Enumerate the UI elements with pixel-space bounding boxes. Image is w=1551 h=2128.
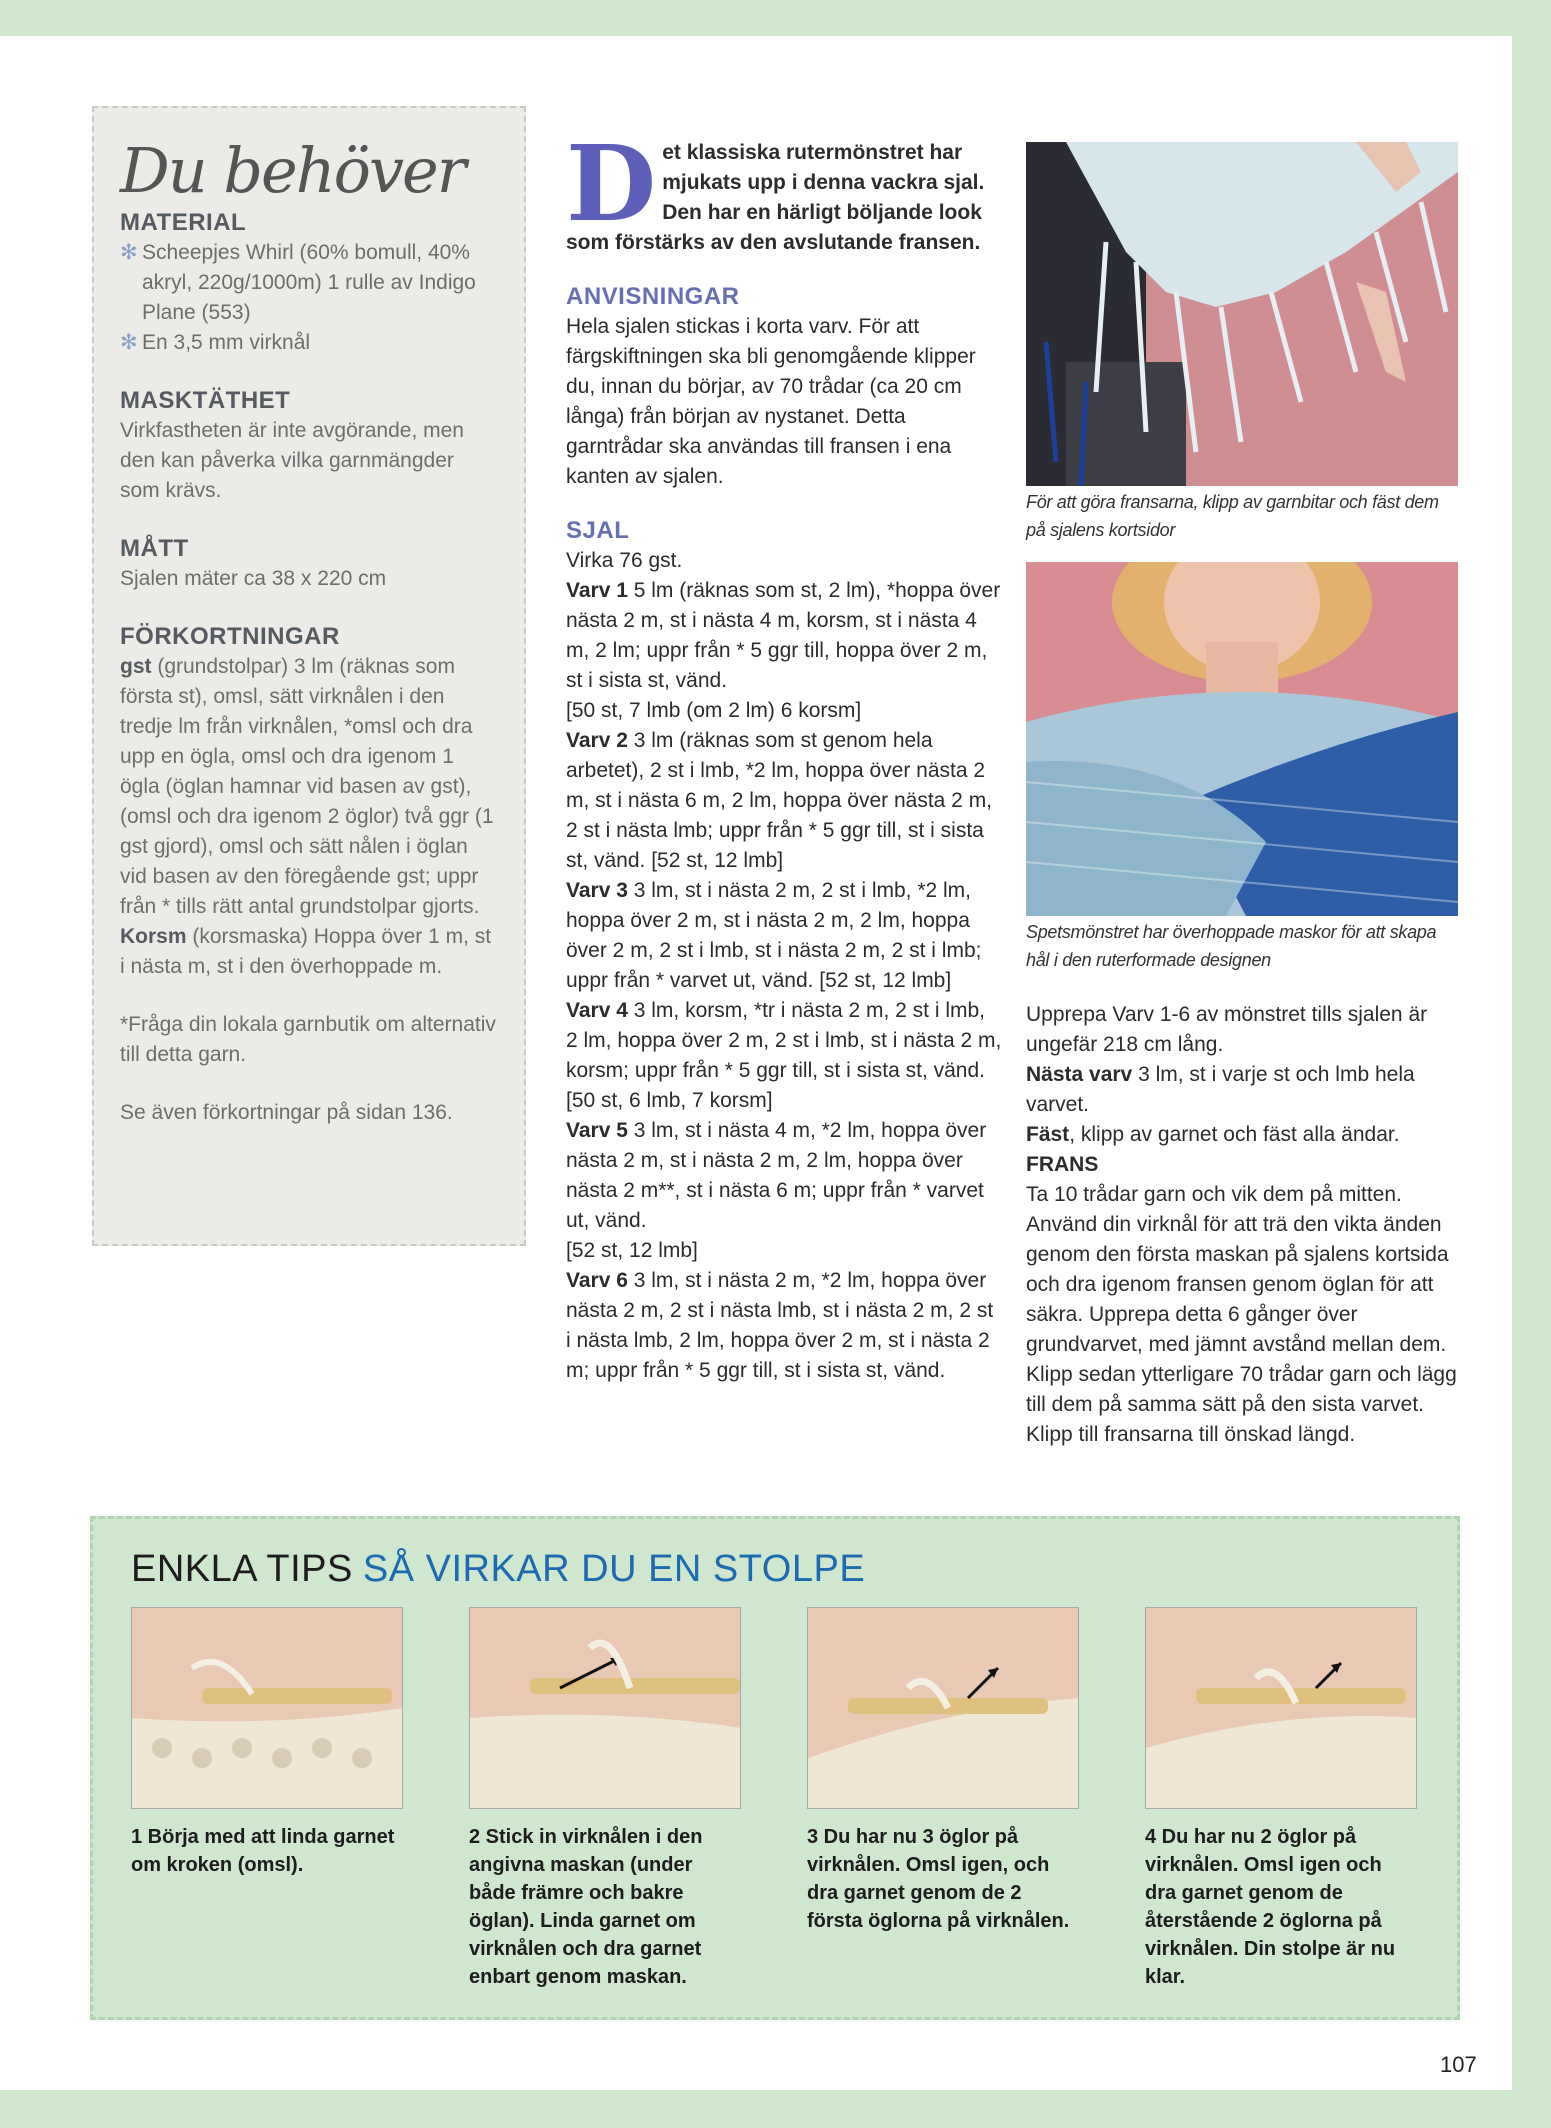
fringe-text: Ta 10 trådar garn och vik dem på mitten. Använd din virknål för att trä den vikta änden genom den första maskan på sjalens kortsida och dra igenom fransen genom öglan för att säkra. Upprepa detta 6 gånger över grundvarvet, med jämnt avstånd mellan dem. Klipp sedan ytterligare 70 trådar garn och lägg till dem på samma sätt på den sista varvet. Klipp till fransarna till önskad längd. bbox=[1026, 1183, 1457, 1446]
finishing-column bbox=[1026, 1000, 1464, 1450]
size-text: Sjalen mäter ca 38 x 220 cm bbox=[120, 567, 387, 590]
abbreviations-heading: FÖRKORTNINGAR bbox=[120, 623, 340, 650]
fasten: Fäst, klipp av garnet och fäst alla ändar. bbox=[1026, 1123, 1400, 1146]
material-item: ✻ En 3,5 mm virknål bbox=[120, 328, 498, 358]
snowflake-icon: ✻ bbox=[120, 331, 138, 354]
photo2-caption: Spetsmönstret har överhoppade maskor för att skapa hål i den ruterformade designen bbox=[1026, 922, 1437, 970]
step-1-text: 1 Börja med att linda garnet om kroken (omsl). bbox=[131, 1826, 395, 1876]
step-3-text: 3 Du har nu 3 öglor på virknålen. Omsl igen, och dra garnet genom de 2 första öglorna på virknålen. bbox=[807, 1826, 1070, 1932]
row-6: Varv 6 3 lm, st i nästa 2 m, *2 lm, hoppa över nästa 2 m, 2 st i nästa lmb, st i nästa 2 m, 2 st i nästa lmb, 2 lm, hoppa över 2 m, st i nästa 2 m; uppr från * 5 ggr till, st i sista st, vänd. bbox=[566, 1269, 994, 1382]
dropcap: D bbox=[566, 122, 657, 245]
step-2-photo bbox=[469, 1607, 741, 1809]
gauge-heading: MASKTÄTHET bbox=[120, 387, 291, 414]
material-heading: MATERIAL bbox=[120, 209, 247, 236]
row-5: Varv 5 3 lm, st i nästa 4 m, *2 lm, hoppa över nästa 2 m, st i nästa 2 m, 2 lm, hoppa över nästa 2 m**, st i nästa 6 m; uppr från * varvet ut, vänd. bbox=[566, 1119, 987, 1232]
instructions-column bbox=[566, 122, 1002, 1386]
tips-box bbox=[90, 1516, 1460, 2020]
material-item: ✻ Scheepjes Whirl (60% bomull, 40% akryl, 220g/1000m) 1 rulle av Indigo Plane (553) bbox=[120, 238, 498, 328]
yarn-note: *Fråga din lokala garnbutik om alternativ till detta garn. bbox=[120, 1013, 496, 1066]
row-1-count: [50 st, 7 lmb (om 2 lm) 6 korsm] bbox=[566, 699, 862, 722]
photo1-caption: För att göra fransarna, klipp av garnbitar och fäst dem på sjalens kortsidor bbox=[1026, 492, 1439, 540]
instructions-heading: ANVISNINGAR bbox=[566, 283, 740, 310]
tips-title: ENKLA TIPS SÅ VIRKAR DU EN STOLPE bbox=[131, 1548, 866, 1590]
repeat-text: Upprepa Varv 1-6 av mönstret tills sjalen är ungefär 218 cm lång. bbox=[1026, 1003, 1428, 1056]
intro-paragraph: Det klassiska rutermönstret har mjukats upp i denna vackra sjal. Den har en härligt böljande look som förstärks av den avslutande fransen. bbox=[566, 122, 985, 254]
fringe-heading: FRANS bbox=[1026, 1153, 1099, 1176]
step-2-text: 2 Stick in virknålen i den angivna maskan (under både främre och bakre öglan). Linda garnet om virknålen och dra garnet enbart genom maskan. bbox=[469, 1826, 703, 1988]
instructions-text: Hela sjalen stickas i korta varv. För att färgskiftningen ska bli genomgående klipper du, innan du börjar, av 70 trådar (ca 20 cm långa) från början av nystanet. Detta garntrådar ska användas till fransen i ena kanten av sjalen. bbox=[566, 315, 976, 488]
row-2: Varv 2 3 lm (räknas som st genom hela arbetet), 2 st i lmb, *2 lm, hoppa över nästa 2 m, st i nästa 6 m, 2 lm, hoppa över nästa 2 m, 2 st i nästa lmb; uppr från * 5 ggr till, st i sista st, vänd. [52 st, 12 lmb] bbox=[566, 729, 993, 872]
shawl-heading: SJAL bbox=[566, 517, 630, 544]
gauge-text: Virkfastheten är inte avgörande, men den kan påverka vilka garnmängder som krävs. bbox=[120, 419, 464, 502]
abbr-korsm: Korsm (korsmaska) Hoppa över 1 m, st i nästa m, st i den överhoppade m. bbox=[120, 925, 492, 978]
shawl-photo-image bbox=[1026, 562, 1458, 916]
step-1-photo bbox=[131, 1607, 403, 1809]
materials-sidebar bbox=[92, 106, 526, 1246]
abbr-note: Se även förkortningar på sidan 136. bbox=[120, 1101, 453, 1124]
abbr-gst: gst (grundstolpar) 3 lm (räknas som första st), omsl, sätt virknålen i den tredje lm från virknålen, *omsl och dra upp en ögla, omsl och dra igenom 1 ögla (öglan hamnar vid basen av gst), (omsl och dra igenom 2 öglor) två ggr (1 gst gjord), omsl och sätt nålen i öglan vid basen av den föregående gst; uppr från * tills rätt antal grundstolpar gjorts. bbox=[120, 655, 494, 918]
fringe-photo bbox=[1026, 142, 1458, 486]
row-4: Varv 4 3 lm, korsm, *tr i nästa 2 m, 2 st i lmb, 2 lm, hoppa över 2 m, 2 st i lmb, st i nästa 2 m, korsm; uppr från * 5 ggr till, st i sista st, vänd. [50 st, 6 lmb, 7 korsm] bbox=[566, 999, 1002, 1112]
step-4-text: 4 Du har nu 2 öglor på virknålen. Omsl igen och dra garnet genom de återstående 2 öglorna på virknålen. Din stolpe är nu klar. bbox=[1145, 1826, 1396, 1988]
shawl-photo bbox=[1026, 562, 1458, 916]
row-3: Varv 3 3 lm, st i nästa 2 m, 2 st i lmb, *2 lm, hoppa över 2 m, st i nästa 2 m, 2 lm, hoppa över 2 m, 2 st i lmb, st i nästa 2 m, 2 st i lmb; uppr från * varvet ut, vänd. [52 st, 12 lmb] bbox=[566, 879, 982, 992]
shawl-start: Virka 76 gst. bbox=[566, 549, 683, 572]
row-5-count: [52 st, 12 lmb] bbox=[566, 1239, 698, 1262]
step-3-photo bbox=[807, 1607, 1079, 1809]
next-row: Nästa varv 3 lm, st i varje st och lmb hela varvet. bbox=[1026, 1063, 1415, 1116]
row-1: Varv 1 5 lm (räknas som st, 2 lm), *hoppa över nästa 2 m, st i nästa 4 m, korsm, st i nästa 4 m, 2 lm; uppr från * 5 ggr till, hoppa över 2 m, st i sista st, vänd. bbox=[566, 579, 1001, 692]
snowflake-icon: ✻ bbox=[120, 241, 138, 264]
page-number: 107 bbox=[1440, 2052, 1477, 2077]
step-4-photo bbox=[1145, 1607, 1417, 1809]
sidebar-title: Du behöver bbox=[120, 134, 465, 207]
size-heading: MÅTT bbox=[120, 535, 189, 562]
fringe-photo-image bbox=[1026, 142, 1458, 486]
